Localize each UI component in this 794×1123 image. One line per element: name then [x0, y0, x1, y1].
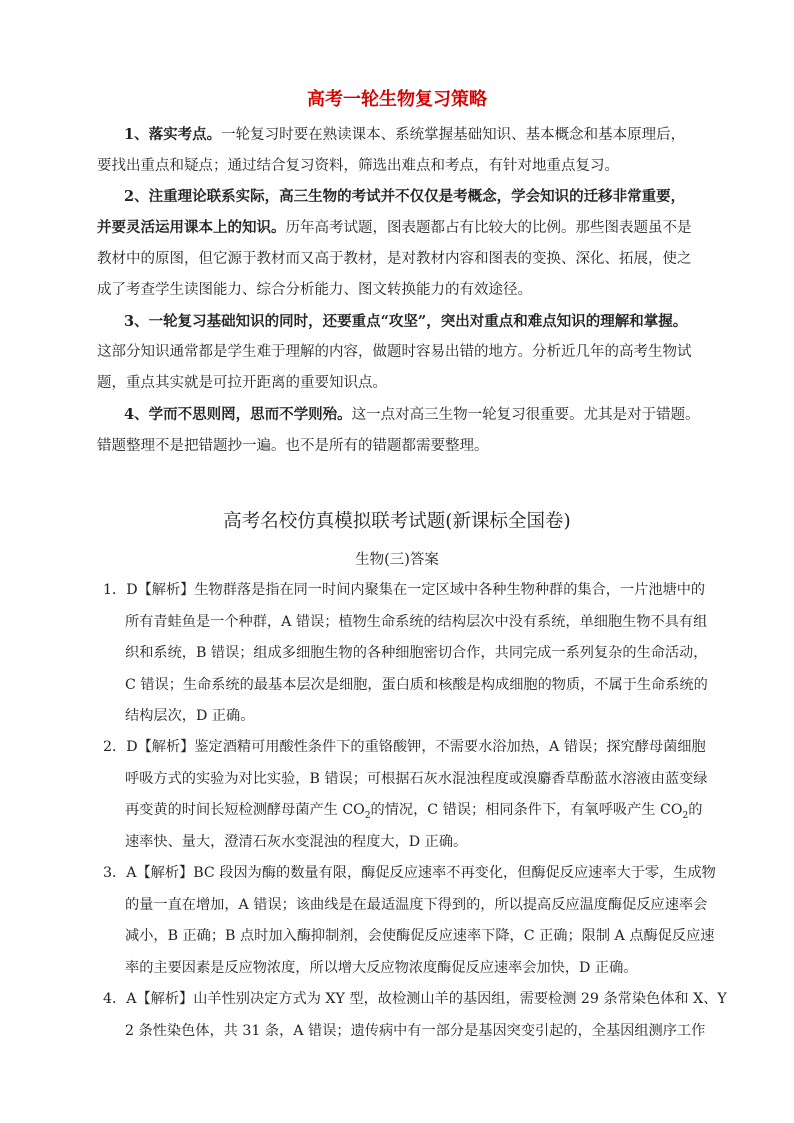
exam-subtitle: 生物(三)答案 — [355, 552, 439, 568]
p4-line1: 这一点对高三生物一轮复习很重要。尤其是对于错题。 — [351, 407, 700, 423]
answer-2-line-1: 2．D【解析】鉴定酒精可用酸性条件下的重铬酸钾，不需要水浴加热，A 错误；探究酵母菌细胞 — [103, 739, 706, 755]
answer-4-line-2: 2 条性染色体，共 31 条，A 错误；遗传病中有一部分是基因突变引起的，全基因组测序工作 — [125, 1022, 706, 1039]
strategy-paragraph-1 — [97, 119, 707, 182]
answer-2-line-3 — [103, 795, 703, 827]
p1-line1: 一轮复习时要在熟读课本、系统掌握基础知识、基本概念和基本原理后， — [221, 127, 686, 143]
p4-line2: 错题整理不是把错题抄一遍。也不是所有的错题都需要整理。 — [97, 438, 489, 454]
p3-lead: 3、一轮复习基础知识的同时，还要重点“攻坚”，突出对重点和难点知识的理解和掌握。 — [124, 313, 688, 330]
answer-2-line-3c: 的 — [688, 802, 703, 818]
answer-2 — [103, 732, 708, 858]
p4-lead: 4、学而不思则罔，思而不学则殆。 — [124, 406, 352, 423]
p2-line4: 成了考查学生读图能力、综合分析能力、图文转换能力的有效途径。 — [97, 282, 532, 298]
exam-title: 高考名校仿真模拟联考试题(新课标全国卷) — [223, 511, 571, 532]
answer-4-line-1: 4．A【解析】山羊性别决定方式为 XY 型，故检测山羊的基因组，需要检测 29 条常染色体和 X、Y — [103, 991, 727, 1007]
strategy-paragraph-4 — [97, 399, 707, 462]
co2-subscript-2: 2 — [682, 810, 689, 821]
answer-4 — [103, 984, 727, 1047]
p2-lead1: 2、注重理论联系实际，高三生物的考试并不仅仅是考概念，学会知识的迁移非常重要， — [124, 188, 686, 205]
p2-line2: 历年高考试题，图表题都占有比较大的比例。那些图表题虽不是 — [285, 220, 692, 236]
answer-2-line-2: 呼吸方式的实验为对比实验，B 错误；可根据石灰水混浊程度或溴麝香草酚蓝水溶液由蓝变绿 — [125, 770, 708, 787]
answer-1-line-3: 织和系统，B 错误；组成多细胞生物的各种细胞密切合作，共同完成一系列复杂的生命活动， — [125, 645, 708, 661]
answer-1-line-2: 所有青蛙鱼是一个种群，A 错误；植物生命系统的结构层次中没有系统，单细胞生物不具有组 — [125, 613, 708, 630]
answer-1-line-4: C 错误；生命系统的最基本层次是细胞，蛋白质和核酸是构成细胞的物质，不属于生命系统的 — [125, 676, 708, 693]
strategy-title: 高考一轮生物复习策略 — [307, 89, 487, 110]
answer-2-line-3a: 再变黄的时间长短检测酵母菌产生 CO — [125, 802, 365, 818]
answer-3-line-4: 率的主要因素是反应物浓度，所以增大反应物浓度酶促反应速率会加快，D 正确。 — [125, 959, 638, 976]
answer-3-line-1: 3．A【解析】BC 段因为酶的数量有限，酶促反应速率不再变化，但酶促反应速率大于零，生成物 — [103, 865, 716, 881]
answer-1-line-5: 结构层次，D 正确。 — [125, 708, 255, 724]
answer-3-line-3: 减小，B 正确；B 点时加入酶抑制剂，会使酶促反应速率下降，C 正确；限制 A 点酶促反应速 — [125, 928, 715, 944]
strategy-paragraph-3 — [97, 306, 707, 399]
answer-3 — [103, 858, 716, 984]
answer-3-line-2: 的量一直在增加，A 错误；该曲线是在最适温度下得到的，所以提高反应温度酶促反应速率会 — [125, 896, 708, 913]
p3-line3: 题，重点其实就是可拉开距离的重要知识点。 — [97, 375, 387, 391]
p1-line2: 要找出重点和疑点；通过结合复习资料，筛选出难点和考点，有针对地重点复习。 — [97, 158, 619, 174]
strategy-paragraph-2 — [97, 181, 707, 306]
answer-1-line-1: 1．D【解析】生物群落是指在同一时间内聚集在一定区域中各种生物种群的集合，一片池塘中的 — [103, 582, 706, 598]
p2-line3: 教材中的原图，但它源于教材而又高于教材，是对教材内容和图表的变换、深化、拓展，使之 — [97, 251, 692, 267]
p2-lead2: 并要灵活运用课本上的知识。 — [97, 219, 286, 236]
answer-2-line-4: 速率快、量大，澄清石灰水变混浊的程度大，D 正确。 — [125, 833, 468, 850]
answer-2-line-3b: 的情况，C 错误；相同条件下，有氧呼吸产生 CO — [370, 802, 683, 818]
co2-subscript: 2 — [364, 810, 371, 821]
answer-1 — [103, 575, 708, 733]
p3-line2: 这部分知识通常都是学生难于理解的内容，做题时容易出错的地方。分析近几年的高考生物试 — [97, 344, 692, 360]
p1-lead: 1、落实考点。 — [124, 126, 222, 143]
